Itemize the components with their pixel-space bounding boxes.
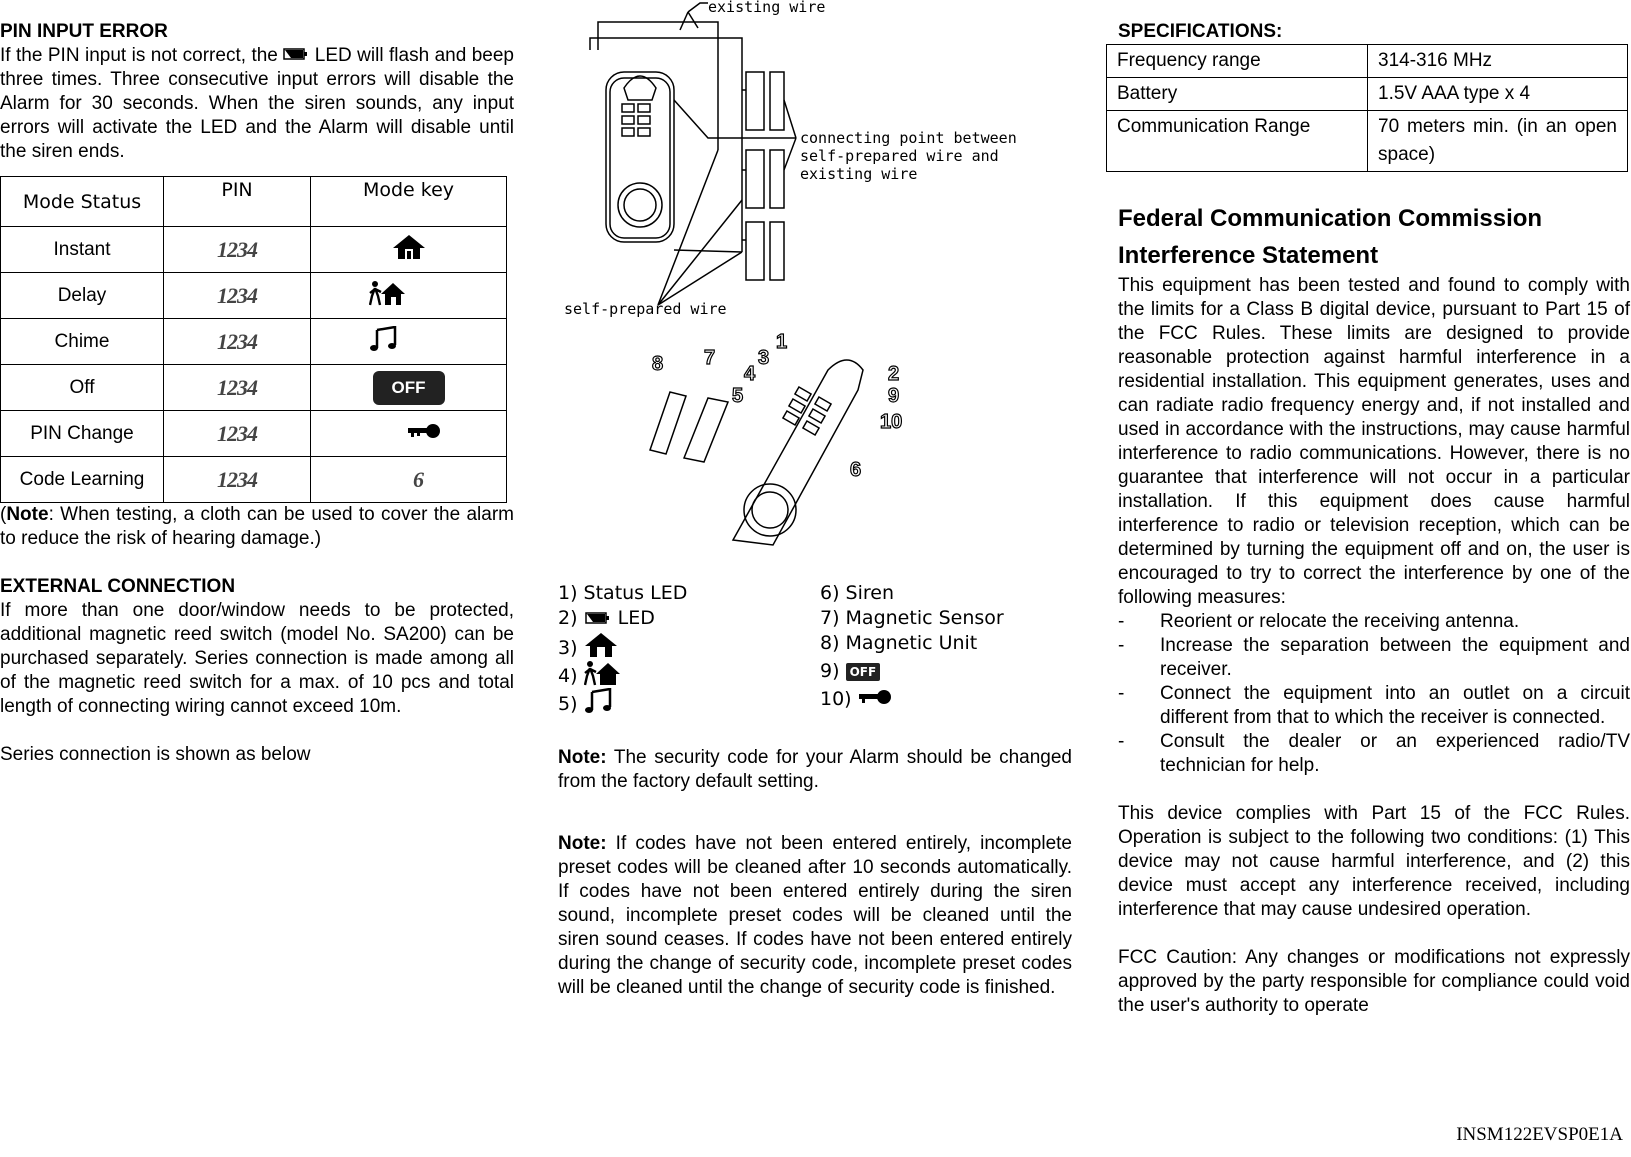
legend-6: 6) Siren [820, 582, 895, 604]
compliance-text: This device complies with Part 15 of the FCC Rules. Operation is subject to the following two conditions: (1) This device may not cause harmful interference, and (2) this device must accept any interference received, including interference that may cause undesired operation. [1118, 803, 1630, 920]
legend-4: 4) [558, 660, 620, 693]
external-connection-text: If more than one door/window needs to be protected, additional magnetic reed switch (model No. SA200) can be purchased separately. Series connection is made among all of the magnetic reed switch for a max. of 10 pcs and total length of connecting wiring cannot exceed 10m. [0, 600, 514, 718]
pin-cell: 1234 [217, 466, 257, 492]
measures-list [1118, 610, 1630, 778]
header-mode-key: Mode key [311, 177, 507, 227]
fcc-statement: This equipment has been tested and found to comply with the limits for a Class B digital device, pursuant to Part 15 of the FCC Rules. These limits are designed to provide reasonable protection against harmful interference in a residential installation. This equipment generates, uses and can radiate radio frequency energy and, if not installed and used in accordance with the instructions, may cause harmful interference to radio communications. However, there is no guarantee that interference will not occur in a particular installation. If this equipment does cause harmful interference to radio or television reception, which can be determined by turning the equipment off and on, the user is encouraged to try to correct the interference by one of the following measures: [1118, 275, 1630, 608]
mode-cell: Code Learning [1, 457, 164, 503]
mode-cell: Delay [1, 273, 164, 319]
battery-led-icon [584, 606, 612, 632]
mode-cell: PIN Change [1, 411, 164, 457]
callout-3: 3 [758, 347, 770, 369]
fcc-caution-text: FCC Caution: Any changes or modifications not expressly approved by the party responsible for compliance could void the user's authority to operate [1118, 947, 1630, 1016]
external-connection-title: EXTERNAL CONNECTION [0, 576, 236, 598]
spec-value: 1.5V AAA type x 4 [1368, 78, 1628, 111]
table-row [1, 365, 507, 411]
key-icon [407, 422, 441, 446]
legend-7: 7) Magnetic Sensor [820, 607, 1004, 629]
label-connecting-point-1: connecting point between [800, 129, 1017, 147]
spec-value: 314-316 MHz [1368, 45, 1628, 78]
mode-table [0, 176, 507, 503]
label-connecting-point-2: self-prepared wire and [800, 147, 999, 165]
callout-8: 8 [652, 353, 664, 375]
mode-cell: Instant [1, 227, 164, 273]
incomplete-code-note: Note: If codes have not been entered entirely, incomplete preset codes will be cleaned after 10 seconds automatically. If codes have not been entered entirely during the siren sound, incomplete preset codes will be cleaned until the siren sound ceases. If codes have not been entered entirely during the change of security code, incomplete preset codes will be cleaned until the change of security code is finished. [558, 833, 1072, 998]
legend-8: 8) Magnetic Unit [820, 632, 978, 654]
specifications-title: SPECIFICATIONS: [1118, 21, 1283, 42]
header-mode-status: Mode Status [1, 177, 164, 227]
off-button-icon: OFF [373, 371, 445, 405]
legend-10: 10) [820, 686, 892, 713]
person-house-icon [369, 280, 405, 312]
pin-cell: 1234 [217, 328, 257, 354]
table-row [1, 273, 507, 319]
callout-10: 10 [880, 411, 903, 433]
pin-cell: 1234 [217, 236, 257, 262]
spec-name: Communication Range [1107, 111, 1368, 172]
callout-4: 4 [744, 363, 756, 385]
series-wiring-diagram [558, 0, 1072, 340]
callout-1: 1 [776, 331, 788, 353]
testing-note: (Note: When testing, a cloth can be used to cover the alarm to reduce the risk of hearing damage.) [0, 504, 514, 550]
table-row [1, 457, 507, 503]
key-icon [858, 687, 892, 713]
pin-error-title: PIN INPUT ERROR [0, 21, 168, 42]
label-connecting-point-3: existing wire [800, 165, 918, 183]
callout-9: 9 [888, 385, 900, 407]
music-note-icon [584, 688, 612, 721]
pin-error-text: If the PIN input is not correct, the LED will flash and beep three times. Three consecutive input errors will disable the Alarm for 30 seconds. When the siren sounds, any input errors will activate the LED and the Alarm will disable until the siren ends. [0, 45, 514, 163]
pin-cell: 1234 [217, 420, 257, 446]
battery-led-icon [283, 44, 309, 68]
spec-name: Frequency range [1107, 45, 1368, 78]
specifications-table [1106, 44, 1628, 172]
column-left [0, 0, 514, 767]
pin-cell: 1234 [217, 282, 257, 308]
document-code: INSM122EVSP0E1A [1456, 1124, 1623, 1145]
list-item: - Reorient or relocate the receiving antenna. [1118, 611, 1520, 632]
fcc-title-line2: Interference Statement [1118, 242, 1379, 269]
label-self-prepared-wire: self-prepared wire [564, 300, 727, 318]
pin-cell: 1234 [217, 374, 257, 400]
table-row [1, 227, 507, 273]
house-icon [392, 234, 426, 266]
music-note-icon [369, 326, 397, 358]
spec-name: Battery [1107, 78, 1368, 111]
spec-value: 70 meters min. (in an open space) [1368, 111, 1628, 172]
table-row [1, 411, 507, 457]
list-item: - Increase the separation between the equipment and receiver. [1118, 635, 1630, 680]
parts-legend [558, 580, 1072, 715]
column-right [1118, 0, 1631, 1018]
table-row [1107, 78, 1628, 111]
legend-2: 2) LED [558, 605, 655, 632]
legend-1: 1) Status LED [558, 582, 688, 604]
parts-diagram [558, 330, 1072, 550]
legend-5: 5) [558, 688, 612, 721]
callout-7: 7 [704, 347, 716, 369]
callout-5: 5 [732, 385, 744, 407]
mode-cell: Off [1, 365, 164, 411]
list-item: - Connect the equipment into an outlet on a circuit different from that to which the receiver is connected. [1118, 683, 1630, 728]
table-row [1, 319, 507, 365]
series-connection-text: Series connection is shown as below [0, 744, 311, 766]
mode-cell: Chime [1, 319, 164, 365]
fcc-title-line1: Federal Communication Commission [1118, 205, 1543, 232]
callout-6: 6 [850, 459, 862, 481]
digit-icon: 6 [413, 466, 423, 492]
table-row [1107, 45, 1628, 78]
callout-2: 2 [888, 363, 900, 385]
label-existing-wire: existing wire [708, 0, 826, 16]
legend-3: 3) [558, 632, 618, 665]
security-code-note: Note: The security code for your Alarm should be changed from the factory default setting. [558, 747, 1072, 792]
legend-9: 9) OFF [820, 658, 880, 684]
off-button-icon: OFF [846, 663, 881, 681]
header-pin: PIN [164, 177, 311, 227]
table-row [1107, 111, 1628, 172]
list-item: - Consult the dealer or an experienced radio/TV technician for help. [1118, 731, 1630, 776]
